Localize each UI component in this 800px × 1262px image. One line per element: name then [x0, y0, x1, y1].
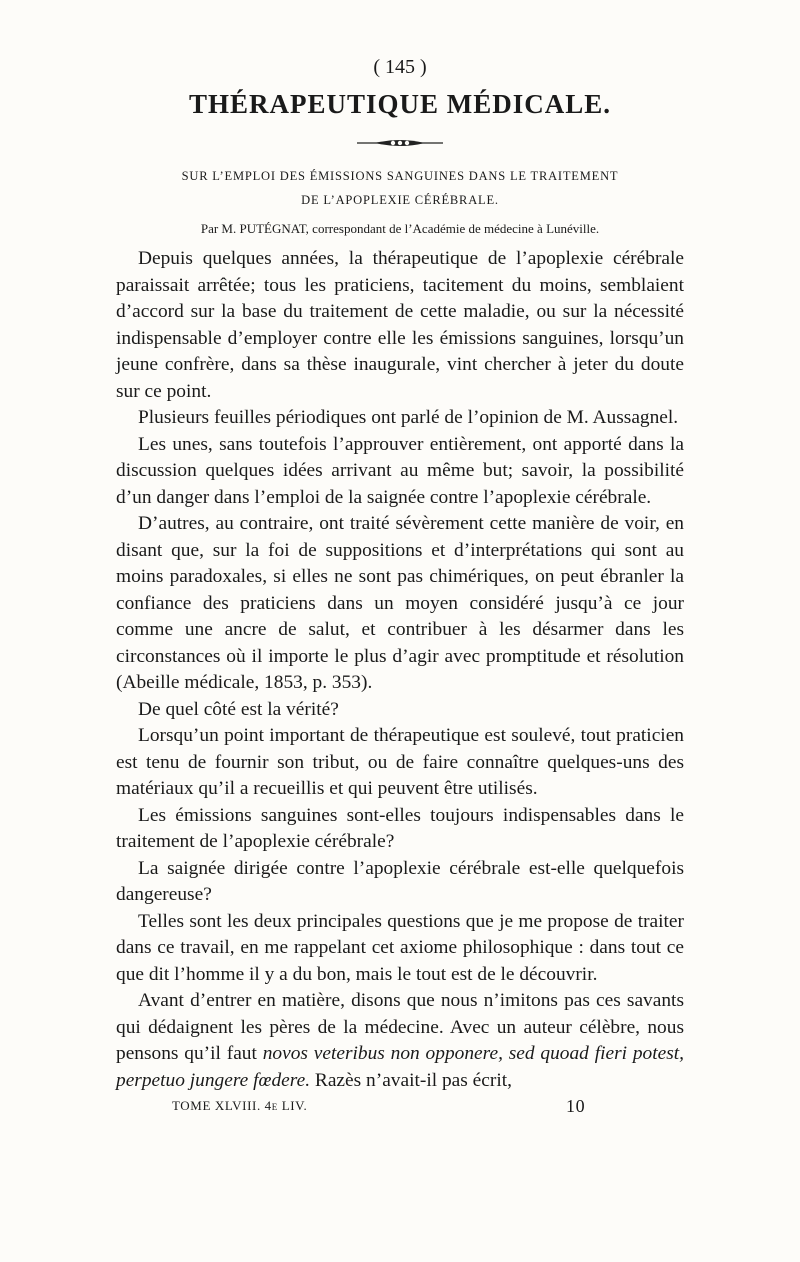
paragraph: Les émissions sanguines sont-elles toujours indispensables dans le traitement de l’apoplexie cérébrale?	[116, 804, 684, 852]
document-page	[116, 52, 684, 1120]
paragraph: D’autres, au contraire, ont traité sévèrement cette manière de voir, en disant que, sur la foi de suppositions et d’interprétations qui sont au moins paradoxales, si elles ne sont pas chimériques, on peut ébranler la confiance des praticiens dans un moyen considéré jusqu’à ce jour comme une ancre de salut, et contribuer à les désarmer dans les circonstances où il importe le plus d’agir avec promptitude et résolution (Abeille médicale, 1853, p. 353).	[116, 513, 684, 693]
page-footer	[116, 1096, 684, 1120]
signature-mark: TOME XLVIII. 4e LIV.	[172, 1098, 308, 1113]
article-title	[116, 164, 684, 212]
paragraph-lead: Avant d’entrer en matière, disons que nous n’imitons pas ces savants qui dédaignent les pères de la médecine. Avec un auteur célèbre, nous pensons qu’il faut	[116, 990, 684, 1064]
paragraph: De quel côté est la vérité?	[138, 698, 339, 720]
paragraph: Lorsqu’un point important de thérapeutique est soulevé, tout praticien est tenu de fournir son tribut, ou de faire connaître quelques-uns des matériaux qu’il a recueillis et qui peuvent être utilisés.	[116, 725, 684, 799]
article-byline: Par M. PUTÉGNAT, correspondant de l’Académie de médecine à Lunéville.	[200, 221, 600, 236]
section-title: THÉRAPEUTIQUE MÉDICALE.	[188, 89, 612, 119]
signature-number: 10	[566, 1096, 586, 1116]
article-title-line-2: DE L’APOPLEXIE CÉRÉBRALE.	[301, 193, 499, 207]
paragraph: Plusieurs feuilles périodiques ont parlé de l’opinion de M. Aussagnel.	[138, 407, 679, 428]
ornament-divider-icon	[355, 136, 445, 150]
article-body	[116, 246, 684, 1094]
paragraph-tail: Razès n’avait-il pas écrit,	[310, 1069, 512, 1091]
page-number: ( 145 )	[373, 56, 427, 78]
latin-quotation: novos veteribus non opponere, sed quoad fieri potest, perpetuo jungere fœdere.	[116, 1043, 684, 1091]
paragraph: Depuis quelques années, la thérapeutique de l’apoplexie cérébrale paraissait arrêtée; tous les praticiens, tacitement du moins, semblaient d’accord sur la base du traitement de cette maladie, ou sur la nécessité indispensable d’employer contre elle les émissions sanguines, lorsqu’un jeune confrère, dans sa thèse inaugurale, vint chercher à jeter du doute sur ce point.	[116, 248, 684, 402]
paragraph-last	[116, 988, 684, 1094]
paragraph: La saignée dirigée contre l’apoplexie cérébrale est-elle quelquefois dangereuse?	[116, 857, 684, 905]
article-title-line-1: SUR L’EMPLOI DES ÉMISSIONS SANGUINES DANS LE TRAITEMENT	[181, 169, 619, 183]
paragraph: Les unes, sans toutefois l’approuver entièrement, ont apporté dans la discussion quelques idées arrivant au même but; savoir, la possibilité d’un danger dans l’emploi de la saignée contre l’apoplexie cérébrale.	[116, 433, 684, 508]
paragraph: Telles sont les deux principales questions que je me propose de traiter dans ce travail, en me rappelant cet axiome philosophique : dans tout ce que dit l’homme il y a du bon, mais le tout est de le découvrir.	[116, 910, 684, 985]
